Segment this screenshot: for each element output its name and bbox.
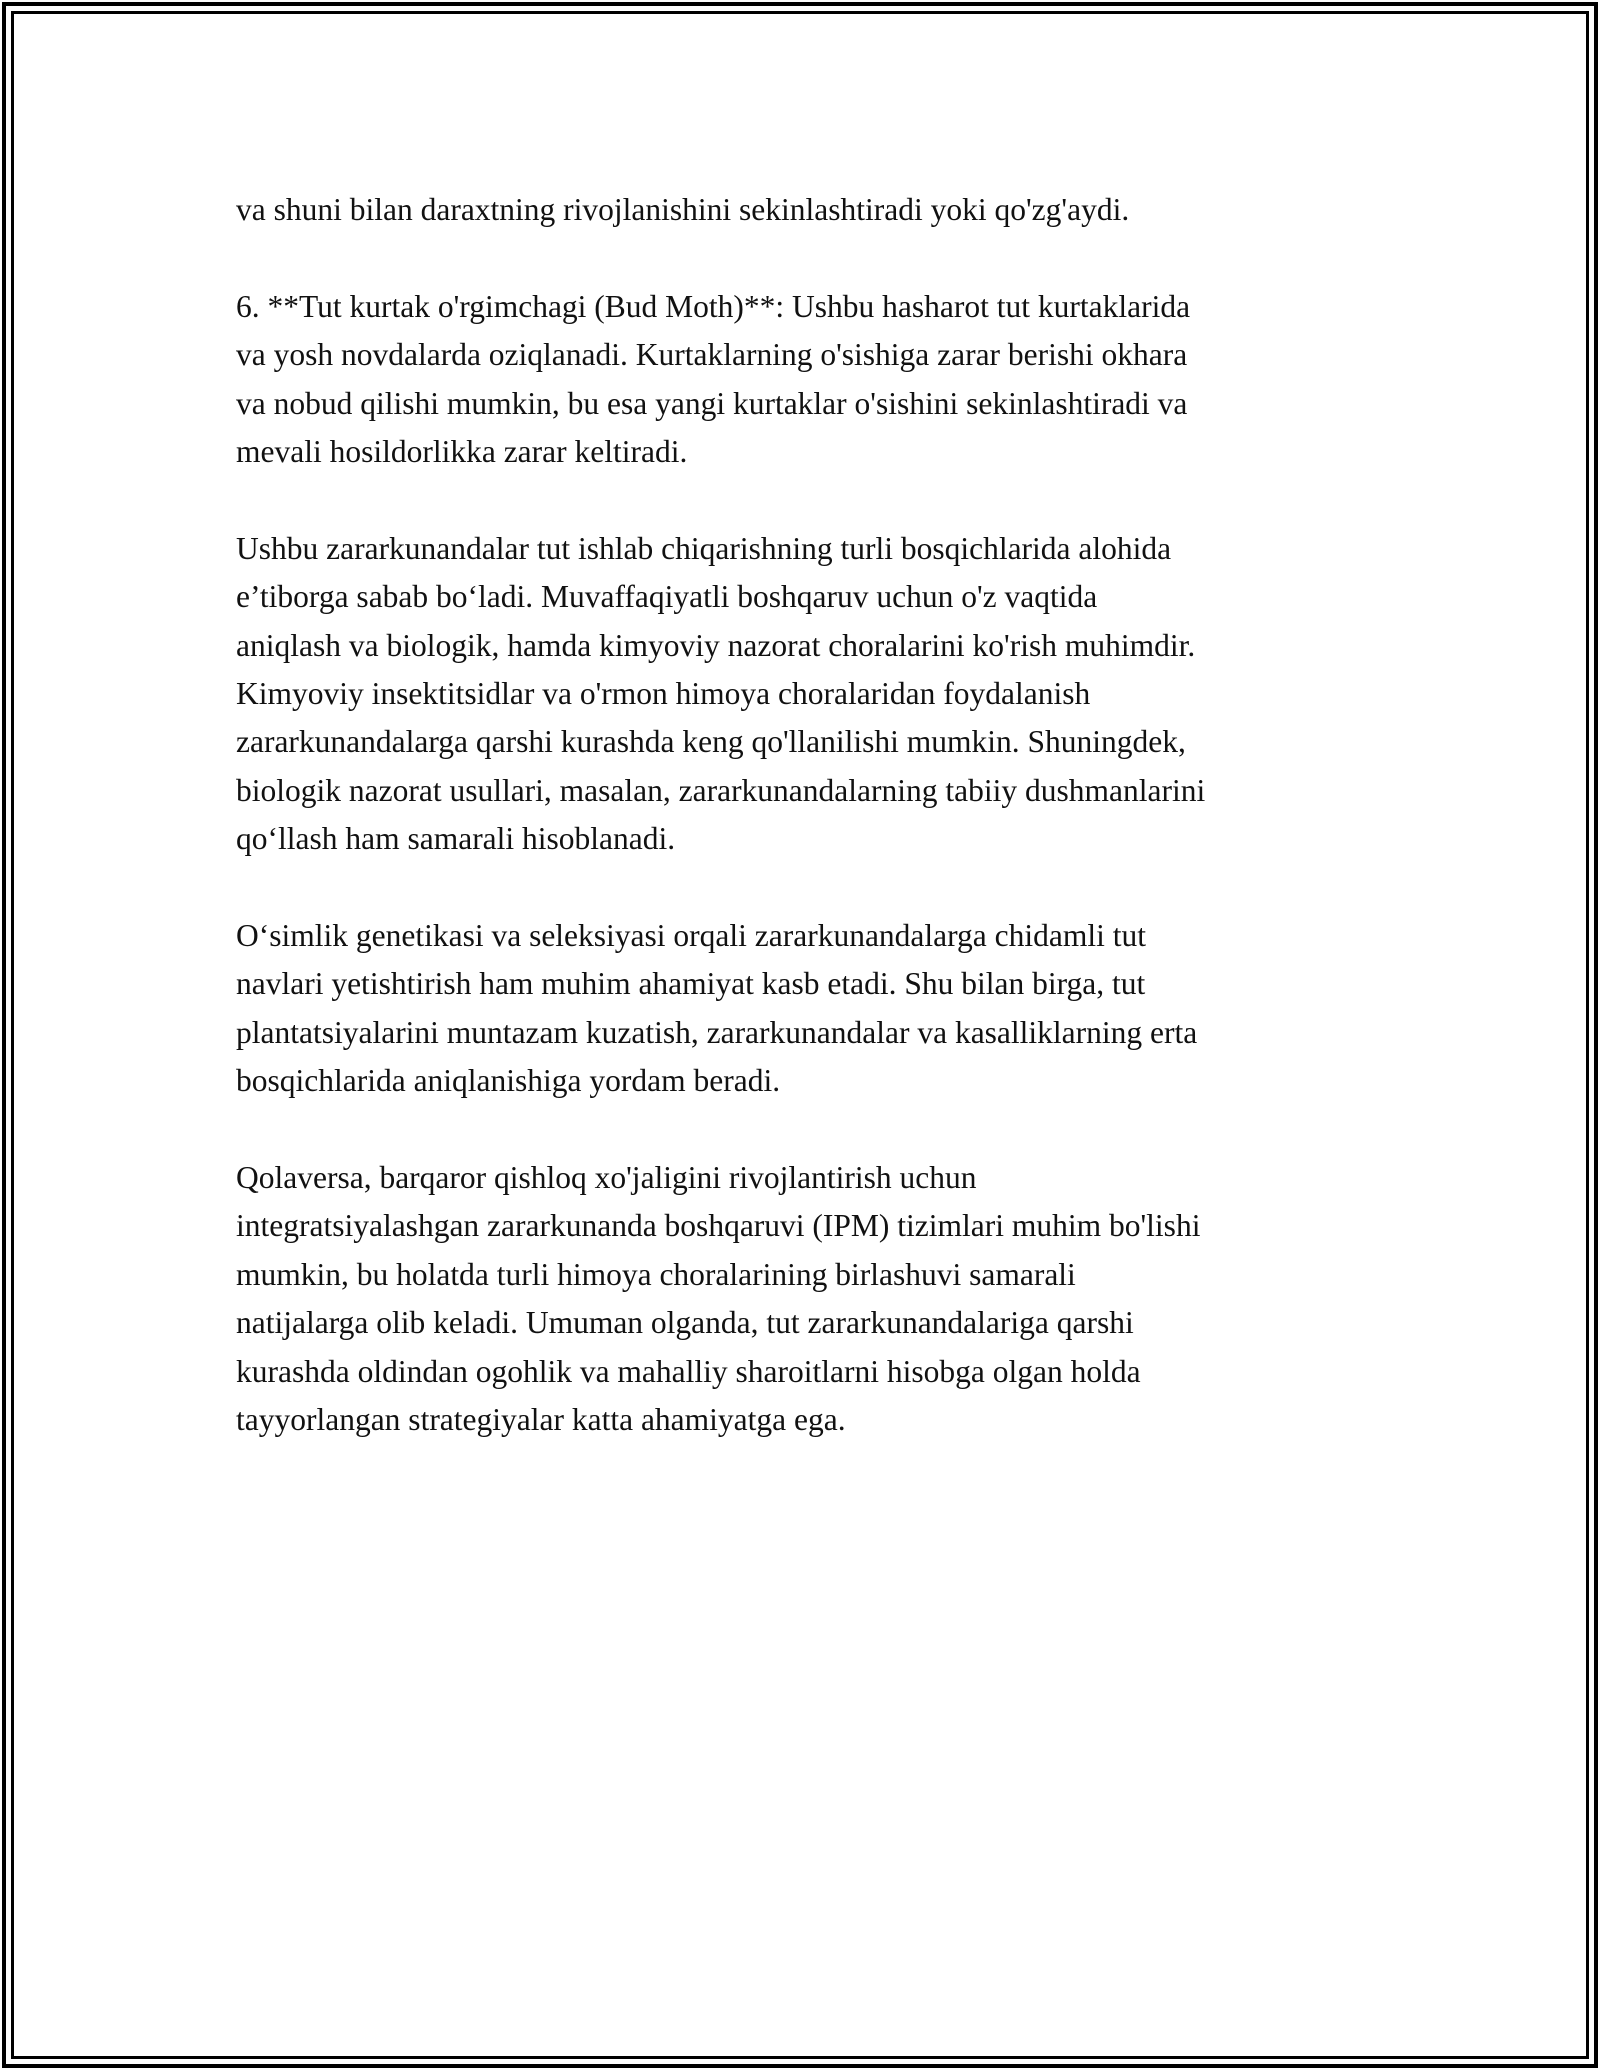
text-line: va nobud qilishi mumkin, bu esa yangi kurtaklar o'sishini sekinlashtiradi va	[236, 385, 1188, 421]
text-line: mumkin, bu holatda turli himoya choralarining birlashuvi samarali	[236, 1256, 1076, 1292]
text-line: Kimyoviy insektitsidlar va o'rmon himoya choralaridan foydalanish	[236, 676, 1091, 712]
text-line: e’tiborga sabab bo‘ladi. Muvaffaqiyatli boshqaruv uchun o'z vaqtida	[236, 579, 1098, 615]
text-line: qo‘llash ham samarali hisoblanadi.	[236, 821, 676, 857]
paragraph	[236, 912, 1376, 1106]
text-line: mevali hosildorlikka zarar keltiradi.	[236, 434, 688, 470]
text-line: aniqlash va biologik, hamda kimyoviy nazorat choralarini ko'rish muhimdir.	[236, 627, 1196, 663]
text-line: kurashda oldindan ogohlik va mahalliy sharoitlarni hisobga olgan holda	[236, 1353, 1141, 1389]
text-line: integratsiyalashgan zararkunanda boshqaruvi (IPM) tizimlari muhim bo'lishi	[236, 1208, 1201, 1244]
document-body	[236, 186, 1376, 1493]
text-line: natijalarga olib keladi. Umuman olganda, tut zararkunandalariga qarshi	[236, 1305, 1134, 1341]
text-line: biologik nazorat usullari, masalan, zararkunandalarning tabiiy dushmanlarini	[236, 772, 1206, 808]
text-line: bosqichlarida aniqlanishiga yordam beradi.	[236, 1063, 781, 1099]
paragraph	[236, 186, 1376, 234]
text-line: 6. **Tut kurtak o'rgimchagi (Bud Moth)**: Ushbu hasharot tut kurtaklarida	[236, 288, 1191, 324]
paragraph	[236, 283, 1376, 477]
text-line: plantatsiyalarini muntazam kuzatish, zararkunandalar va kasalliklarning erta	[236, 1014, 1198, 1050]
text-line: Qolaversa, barqaror qishloq xo'jaligini rivojlantirish uchun	[236, 1160, 977, 1196]
text-line: tayyorlangan strategiyalar katta ahamiyatga ega.	[236, 1402, 846, 1438]
text-line: Ushbu zararkunandalar tut ishlab chiqarishning turli bosqichlarida alohida	[236, 530, 1172, 566]
text-line: va yosh novdalarda oziqlanadi. Kurtaklarning o'sishiga zarar berishi okhara	[236, 337, 1188, 373]
text-line: navlari yetishtirish ham muhim ahamiyat kasb etadi. Shu bilan birga, tut	[236, 966, 1146, 1002]
text-line: zararkunandalarga qarshi kurashda keng qo'llanilishi mumkin. Shuningdek,	[236, 724, 1186, 760]
paragraph	[236, 525, 1376, 864]
text-line: O‘simlik genetikasi va seleksiyasi orqali zararkunandalarga chidamli tut	[236, 918, 1147, 954]
paragraph	[236, 1154, 1376, 1444]
text-line: va shuni bilan daraxtning rivojlanishini sekinlashtiradi yoki qo'zg'aydi.	[236, 192, 1130, 227]
